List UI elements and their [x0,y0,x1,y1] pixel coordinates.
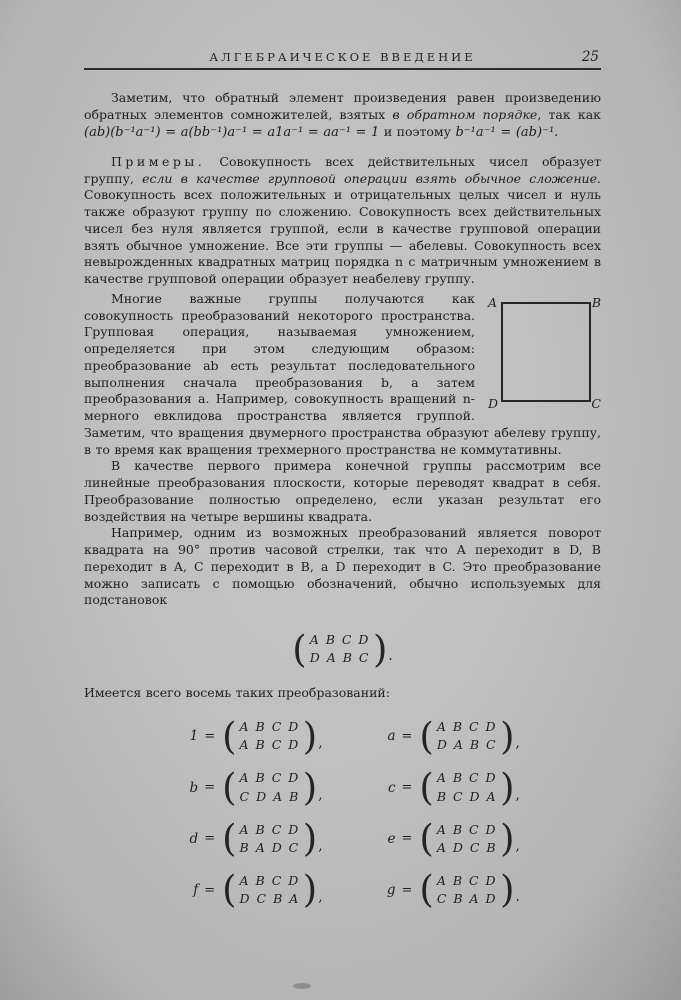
text-run: Совокупность всех положительных и отрицательных целых чисел и нуль также образуют группу по сложению. Совокупность всех действительных чисел без нуля является группой, если в качестве групповой операции взять обычное умножение. Все эти группы — абелевы. Совокупность всех невырожденных квадратных матриц порядка n с матричным умножением в качестве групповой операции образует неабелеву группу. [84,187,601,287]
equals-sign: = [401,882,413,898]
transformation-item [185,714,323,758]
matrix-bottom-row: B A D C [239,839,300,855]
paragraph-inverse-product [84,90,601,141]
paragraph-transformation-groups [84,291,601,459]
emphasis-run: в обратном порядке [392,106,538,122]
right-paren: ) [500,868,515,912]
punctuation: . [515,889,520,906]
left-paren: ( [419,868,434,912]
vertex-label-b: B [591,294,601,310]
page-content [84,49,601,912]
punctuation: , [318,889,323,906]
paragraph-rotation-example: Например, одним из возможных преобразований является поворот квадрата на 90° против часовой стрелки, так что A переходит в D, B переходит в A, C переходит в B, а D переходит в C. Это преобразование можно записать с помощью обозначений, обычно используемых для подстановок [84,525,601,608]
page-number: 25 [581,49,599,65]
text-run: Совокупность всех действительных чисел образует группу, [84,153,601,186]
right-paren: ) [500,765,515,809]
transformation-item [185,817,323,861]
permutation-matrix [222,817,318,861]
right-paren: ) [302,868,318,912]
permutation-matrix [222,765,318,809]
permutation-matrix [419,817,515,861]
matrix-top-row: A B C D [239,719,300,735]
transformation-label: 1 [189,728,199,745]
matrix-bottom-row: D A B C [436,737,498,753]
paragraph-square-transformations: В качестве первого примера конечной группы рассмотрим все линейные преобразования плоскости, которые переводят квадрат в себя. Преобразование полностью определено, если указан результат его воздействия на четыре вершины квадрата. [84,458,601,524]
equals-sign: = [204,728,216,744]
scan-artifact [293,983,311,989]
vertex-label-d: D [488,395,499,411]
matrix-top-row: A B C D [309,632,370,648]
matrix-bottom-row: D A B C [309,650,370,666]
matrix-top-row: A B C D [239,872,300,888]
square-shape [501,302,591,402]
matrix-bottom-row: C D A B [239,788,300,804]
matrix-bottom-row: A B C D [239,737,300,753]
transformation-label: c [387,779,396,796]
matrix-rows [237,872,303,908]
paragraph-eight-transformations: Имеется всего восемь таких преобразований: [84,685,390,701]
inline-formula: b⁻¹a⁻¹ = (ab)⁻¹. [455,124,559,140]
right-paren: ) [500,714,515,758]
transformation-label: f [193,882,199,899]
matrix-rows [434,821,500,857]
punctuation: , [318,837,323,854]
emphasis-run: если в качестве групповой операции взять обычное сложение. [142,170,601,186]
paragraph-text: Многие важные группы получаются как совокупность преобразований некоторого пространства. Групповая операция, называемая умножением, определяется при этом следующим образом: преобразование ab есть результат последовательного выполнения сначала преобразования b, а затем преобразования a. Например, совокупность вращений n-мерного евклидова пространства является группой. Заметим, что вращения двумерного пространства образуют абелеву группу, в то время как вращения трехмерного пространства не коммутативны. [84,290,601,457]
transformation-item [185,765,323,809]
permutation-matrix [292,627,388,671]
left-paren: ( [419,714,434,758]
left-paren: ( [222,765,237,809]
inline-formula: (ab)(b⁻¹a⁻¹) = a(bb⁻¹)a⁻¹ = a1a⁻¹ = aa⁻¹ = 1 [84,124,380,140]
matrix-bottom-row: D C B A [239,891,300,907]
matrix-top-row: A B C D [436,770,498,786]
punctuation: . [388,648,393,665]
transformation-list [84,714,601,912]
equals-sign: = [204,780,216,796]
left-paren: ( [419,765,434,809]
punctuation: , [318,735,323,752]
equals-sign: = [401,780,413,796]
punctuation: , [515,735,520,752]
transformation-item [383,765,520,809]
punctuation: , [318,786,323,803]
matrix-top-row: A B C D [436,719,498,735]
matrix-rows [434,769,500,805]
transformation-item [185,868,323,912]
transformation-item [383,714,520,758]
permutation-matrix [419,714,515,758]
matrix-top-row: A B C D [436,872,498,888]
permutation-matrix [419,868,515,912]
running-head [84,50,601,70]
equals-sign: = [204,882,216,898]
equals-sign: = [401,831,413,847]
transformation-label: d [189,830,199,847]
matrix-bottom-row: A D C B [436,839,498,855]
lead-word: Примеры. [111,153,206,169]
matrix-rows [237,718,303,754]
matrix-rows [237,821,303,857]
punctuation: , [515,786,520,803]
right-paren: ) [302,714,318,758]
vertex-label-a: A [488,294,498,310]
left-paren: ( [222,817,237,861]
equals-sign: = [401,728,413,744]
left-paren: ( [222,714,237,758]
transformation-label: e [387,830,396,847]
display-equation [84,627,601,671]
matrix-rows [307,631,373,667]
matrix-bottom-row: B C D A [436,788,498,804]
left-paren: ( [419,817,434,861]
punctuation: , [515,837,520,854]
equals-sign: = [204,831,216,847]
text-run: Заметим, что обратный элемент произведения равен произведению обратных элементов сомножителей, взятых [84,90,601,122]
paragraph-examples [84,154,601,288]
right-paren: ) [372,627,388,671]
transformation-item [383,868,520,912]
text-run: , так как [537,106,601,122]
transformation-label: a [387,728,396,745]
permutation-matrix [222,714,318,758]
matrix-top-row: A B C D [436,821,498,837]
matrix-top-row: A B C D [239,770,300,786]
matrix-bottom-row: C B A D [436,891,498,907]
matrix-top-row: A B C D [239,821,300,837]
text-run: и поэтому [379,123,456,139]
right-paren: ) [500,817,515,861]
left-paren: ( [292,627,307,671]
transformation-label: g [386,882,396,899]
right-paren: ) [302,817,318,861]
vertex-label-c: C [591,395,601,411]
right-paren: ) [302,765,318,809]
permutation-matrix [222,868,318,912]
transformation-label: b [189,779,199,796]
left-paren: ( [222,868,237,912]
matrix-rows [434,872,500,908]
square-figure [487,293,601,417]
chapter-title: АЛГЕБРАИЧЕСКОЕ ВВЕДЕНИЕ [209,50,476,64]
matrix-rows [237,769,303,805]
permutation-matrix [419,765,515,809]
transformation-item [383,817,520,861]
matrix-rows [434,718,500,754]
